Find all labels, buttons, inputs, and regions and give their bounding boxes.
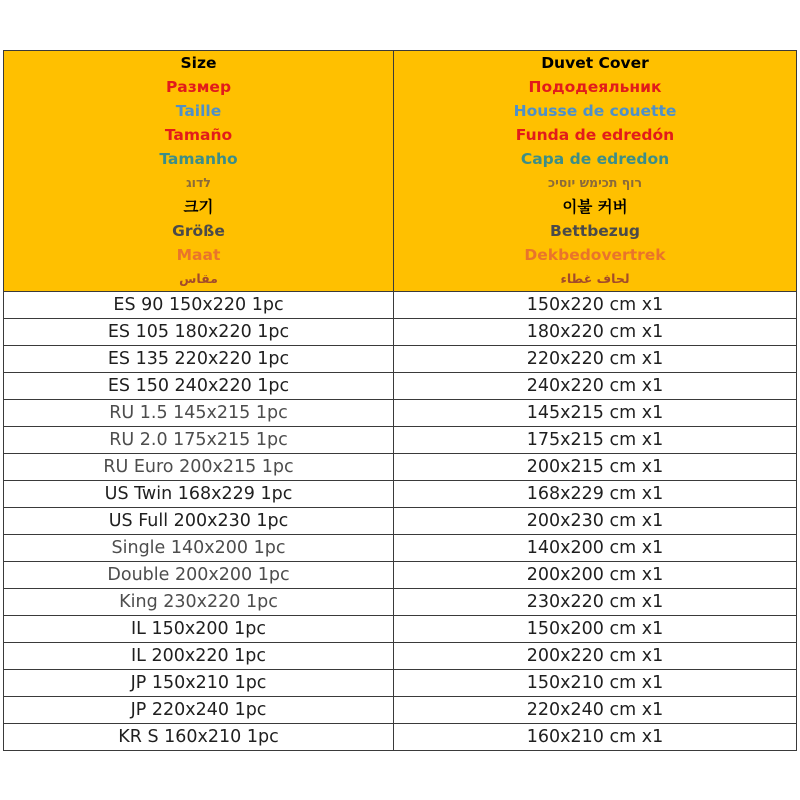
duvet-cover-cell: 230x220 cm x1 xyxy=(394,589,797,616)
table-row xyxy=(4,589,797,616)
table-row xyxy=(4,454,797,481)
duvet-cover-cell: 200x215 cm x1 xyxy=(394,454,797,481)
size-label-4: Tamanho xyxy=(159,150,238,168)
duvet-cover-cell: 240x220 cm x1 xyxy=(394,373,797,400)
table-body xyxy=(4,292,797,751)
table-row xyxy=(4,616,797,643)
duvet-cover-cell: 145x215 cm x1 xyxy=(394,400,797,427)
table-row xyxy=(4,562,797,589)
table-row xyxy=(4,373,797,400)
table-row xyxy=(4,697,797,724)
size-label-0: Size xyxy=(180,54,217,72)
table-row xyxy=(4,535,797,562)
table-row xyxy=(4,643,797,670)
size-cell: US Twin 168x229 1pc xyxy=(4,481,394,508)
table-row xyxy=(4,508,797,535)
table-row xyxy=(4,670,797,697)
header-row xyxy=(4,51,797,292)
duvet-cover-cell: 150x220 cm x1 xyxy=(394,292,797,319)
duvet-cover-cell: 220x240 cm x1 xyxy=(394,697,797,724)
duvet-cover-label-0: Duvet Cover xyxy=(541,54,649,72)
size-cell: ES 105 180x220 1pc xyxy=(4,319,394,346)
size-cell: ES 135 220x220 1pc xyxy=(4,346,394,373)
size-column-header xyxy=(4,51,394,292)
duvet-cover-column-header xyxy=(394,51,797,292)
duvet-cover-cell: 160x210 cm x1 xyxy=(394,724,797,751)
size-label-8: Maat xyxy=(176,246,221,264)
size-cell: RU 1.5 145x215 1pc xyxy=(4,400,394,427)
duvet-cover-cell: 168x229 cm x1 xyxy=(394,481,797,508)
table-row xyxy=(4,346,797,373)
size-label-9: مقاس xyxy=(179,271,218,286)
size-label-1: Размер xyxy=(165,78,232,96)
size-label-6: 크기 xyxy=(183,198,214,216)
size-label-2: Taille xyxy=(175,102,222,120)
size-cell: US Full 200x230 1pc xyxy=(4,508,394,535)
size-cell: RU 2.0 175x215 1pc xyxy=(4,427,394,454)
size-cell: JP 150x210 1pc xyxy=(4,670,394,697)
duvet-cover-label-4: Capa de edredon xyxy=(520,150,670,168)
size-cell: King 230x220 1pc xyxy=(4,589,394,616)
table-row xyxy=(4,292,797,319)
size-cell: JP 220x240 1pc xyxy=(4,697,394,724)
size-label-5: לדוג xyxy=(186,175,211,190)
duvet-cover-label-1: Пододеяльник xyxy=(528,78,662,96)
size-cell: ES 90 150x220 1pc xyxy=(4,292,394,319)
size-cell: RU Euro 200x215 1pc xyxy=(4,454,394,481)
duvet-cover-label-3: Funda de edredón xyxy=(515,126,675,144)
duvet-cover-cell: 200x230 cm x1 xyxy=(394,508,797,535)
duvet-cover-label-7: Bettbezug xyxy=(550,222,640,240)
duvet-cover-cell: 220x220 cm x1 xyxy=(394,346,797,373)
size-cell: Double 200x200 1pc xyxy=(4,562,394,589)
duvet-cover-cell: 140x200 cm x1 xyxy=(394,535,797,562)
duvet-cover-label-5: רוף תכימש יוסיכ xyxy=(547,175,642,190)
duvet-cover-cell: 200x220 cm x1 xyxy=(394,643,797,670)
table-row xyxy=(4,319,797,346)
duvet-cover-cell: 175x215 cm x1 xyxy=(394,427,797,454)
table-row xyxy=(4,427,797,454)
size-cell: IL 200x220 1pc xyxy=(4,643,394,670)
table-row xyxy=(4,400,797,427)
duvet-cover-label-6: 이불 커버 xyxy=(562,198,628,216)
size-cell: ES 150 240x220 1pc xyxy=(4,373,394,400)
duvet-cover-label-9: لحاف غطاء xyxy=(560,271,630,286)
duvet-cover-cell: 150x210 cm x1 xyxy=(394,670,797,697)
table-row xyxy=(4,481,797,508)
duvet-cover-label-8: Dekbedovertrek xyxy=(524,246,666,264)
size-label-3: Tamaño xyxy=(164,126,233,144)
duvet-cover-cell: 150x200 cm x1 xyxy=(394,616,797,643)
duvet-cover-label-2: Housse de couette xyxy=(513,102,677,120)
table-row xyxy=(4,724,797,751)
size-cell: Single 140x200 1pc xyxy=(4,535,394,562)
size-cell: IL 150x200 1pc xyxy=(4,616,394,643)
size-cell: KR S 160x210 1pc xyxy=(4,724,394,751)
duvet-cover-cell: 180x220 cm x1 xyxy=(394,319,797,346)
size-chart-table xyxy=(3,50,797,751)
table-header xyxy=(4,51,797,292)
duvet-cover-cell: 200x200 cm x1 xyxy=(394,562,797,589)
size-label-7: Größe xyxy=(172,222,225,240)
